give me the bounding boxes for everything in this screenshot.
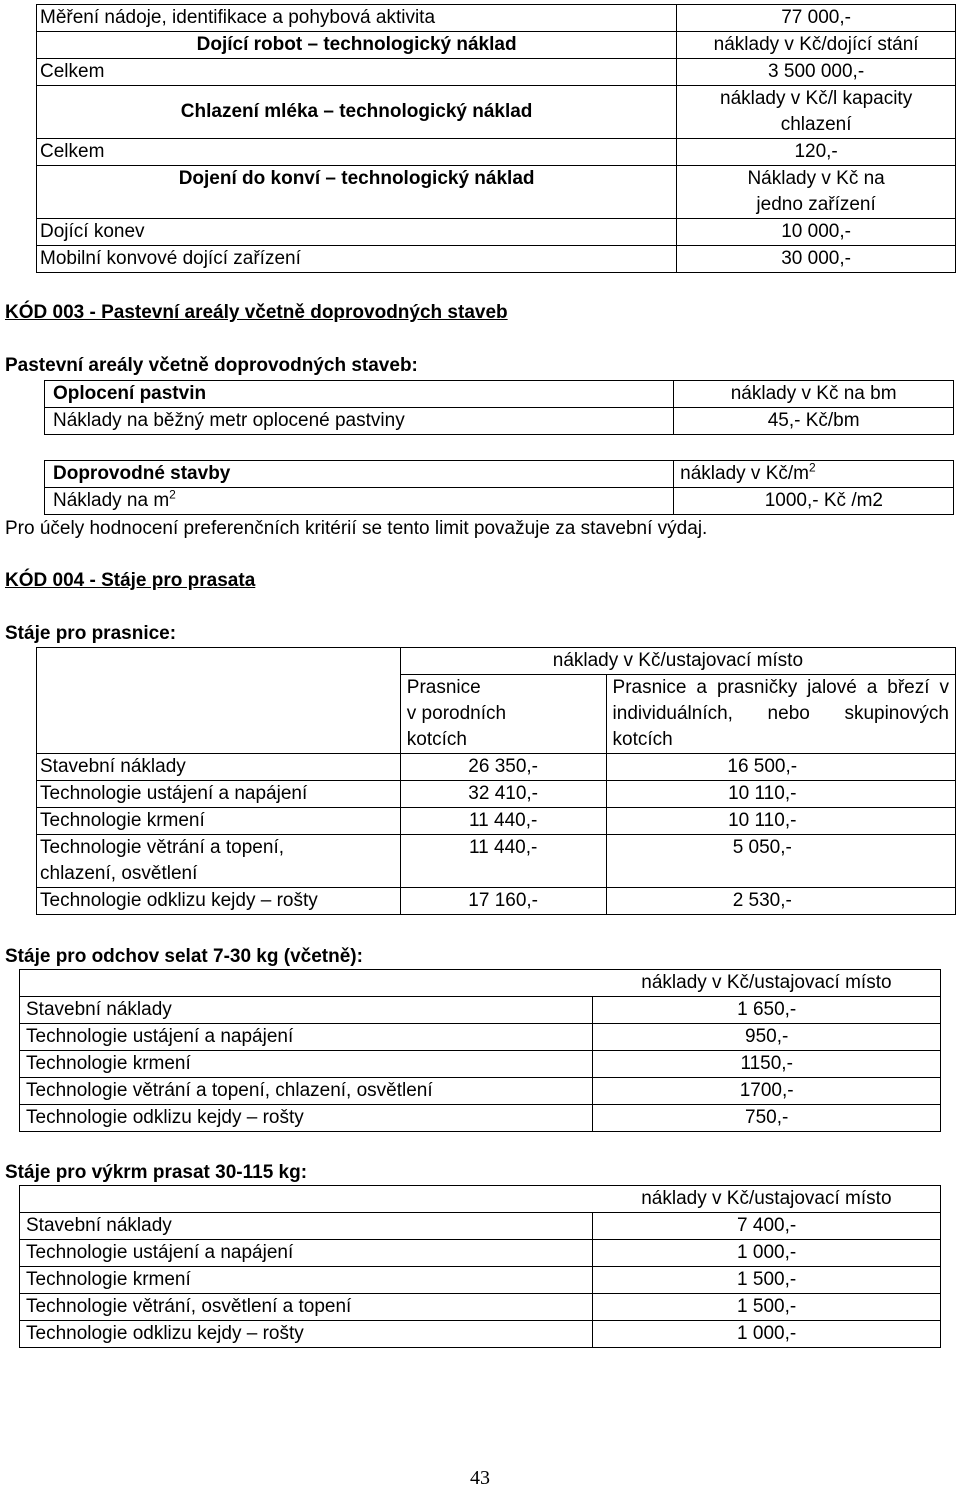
fence-unit: náklady v Kč na bm xyxy=(674,381,954,408)
unit-line-1: náklady v Kč/l kapacity xyxy=(720,88,913,109)
building-row-value: 1000,- Kč /m2 xyxy=(674,488,954,515)
weaners-title: Stáje pro odchov selat 7-30 kg (včetně): xyxy=(5,946,363,967)
weaners-unit-header: náklady v Kč/ustajovací místo xyxy=(593,970,941,997)
blank-header-cell xyxy=(20,1186,593,1213)
row-label-line-2: chlazení, osvětlení xyxy=(40,863,198,884)
row-label: Technologie větrání, osvětlení a topení xyxy=(20,1294,593,1321)
col1-line-3: kotcích xyxy=(406,729,467,750)
row-value: 1 500,- xyxy=(593,1294,941,1321)
row-value: 77 000,- xyxy=(677,5,956,32)
building-row-sup: 2 xyxy=(169,487,176,502)
row-value: 1 000,- xyxy=(593,1240,941,1267)
table-row xyxy=(37,219,956,246)
row-value: 1 500,- xyxy=(593,1267,941,1294)
sows-table xyxy=(36,647,956,915)
row-value: 1150,- xyxy=(593,1051,941,1078)
table-row xyxy=(20,1186,941,1213)
table-row xyxy=(20,1321,941,1348)
sows-unit-header: náklady v Kč/ustajovací místo xyxy=(400,648,955,675)
table-row xyxy=(45,408,954,435)
table-row xyxy=(20,1051,941,1078)
row-value: 7 400,- xyxy=(593,1213,941,1240)
building-label: Doprovodné stavby xyxy=(45,461,674,488)
table-row xyxy=(20,970,941,997)
row-value-2: 10 110,- xyxy=(606,781,955,808)
sows-col1-header xyxy=(400,675,606,754)
building-unit xyxy=(674,461,954,488)
row-label: Dojící konev xyxy=(37,219,677,246)
fattening-table xyxy=(19,1185,941,1348)
row-label: Měření nádoje, identifikace a pohybová aktivita xyxy=(37,5,677,32)
section-label: Dojící robot – technologický náklad xyxy=(37,32,677,59)
row-value: 1 000,- xyxy=(593,1321,941,1348)
row-value: 750,- xyxy=(593,1105,941,1132)
col1-line-1: Prasnice xyxy=(406,677,481,698)
row-label: Technologie větrání a topení, chlazení, osvětlení xyxy=(20,1078,593,1105)
row-value-1: 11 440,- xyxy=(400,835,606,888)
unit-line-2: chlazení xyxy=(780,114,852,135)
table-row xyxy=(37,86,956,139)
row-value: 3 500 000,- xyxy=(677,59,956,86)
row-label: Technologie krmení xyxy=(20,1051,593,1078)
table-row xyxy=(20,1294,941,1321)
table-row xyxy=(45,381,954,408)
row-value: 10 000,- xyxy=(677,219,956,246)
kod003-subheading: Pastevní areály včetně doprovodných staveb: xyxy=(5,355,418,376)
row-label: Stavební náklady xyxy=(20,997,593,1024)
blank-header-cell xyxy=(20,970,593,997)
row-unit xyxy=(677,86,956,139)
blank-header-cell xyxy=(37,648,401,754)
table-row xyxy=(20,1024,941,1051)
table-row xyxy=(37,59,956,86)
table-row xyxy=(37,5,956,32)
unit-line-2: jedno zařízení xyxy=(756,194,876,215)
building-unit-text: náklady v Kč/m xyxy=(680,463,809,484)
fence-table xyxy=(44,380,954,435)
row-label: Celkem xyxy=(37,139,677,166)
row-label: Technologie odklizu kejdy – rošty xyxy=(37,888,401,915)
row-label: Stavební náklady xyxy=(37,754,401,781)
kod003-note: Pro účely hodnocení preferenčních kritérií se tento limit považuje za stavební výdaj. xyxy=(5,518,708,539)
kod004-heading: KÓD 004 - Stáje pro prasata xyxy=(5,570,256,591)
section-label: Chlazení mléka – technologický náklad xyxy=(37,86,677,139)
table-row xyxy=(37,648,956,675)
fattening-unit-header: náklady v Kč/ustajovací místo xyxy=(593,1186,941,1213)
fence-row-label: Náklady na běžný metr oplocené pastviny xyxy=(45,408,674,435)
row-label: Technologie ustájení a napájení xyxy=(20,1024,593,1051)
row-label: Technologie krmení xyxy=(20,1267,593,1294)
row-value-1: 17 160,- xyxy=(400,888,606,915)
row-label: Technologie odklizu kejdy – rošty xyxy=(20,1321,593,1348)
row-label xyxy=(37,835,401,888)
table-row xyxy=(37,888,956,915)
page-number: 43 xyxy=(470,1467,490,1489)
row-unit xyxy=(677,166,956,219)
col1-line-2: v porodních xyxy=(406,703,507,724)
table-row xyxy=(37,32,956,59)
row-value: 950,- xyxy=(593,1024,941,1051)
row-label: Mobilní konvové dojící zařízení xyxy=(37,246,677,273)
row-value: 30 000,- xyxy=(677,246,956,273)
table-row xyxy=(37,139,956,166)
table-row xyxy=(20,1105,941,1132)
row-value: 1 650,- xyxy=(593,997,941,1024)
row-value-1: 32 410,- xyxy=(400,781,606,808)
table-row xyxy=(37,835,956,888)
row-label: Stavební náklady xyxy=(20,1213,593,1240)
row-label: Technologie odklizu kejdy – rošty xyxy=(20,1105,593,1132)
top-cost-table xyxy=(36,4,956,273)
table-row xyxy=(20,1267,941,1294)
weaners-table xyxy=(19,969,941,1132)
row-value-2: 2 530,- xyxy=(606,888,955,915)
building-unit-sup: 2 xyxy=(808,460,816,475)
row-value: 1700,- xyxy=(593,1078,941,1105)
sows-col2-header: Prasnice a prasničky jalové a březí v individuálních, nebo skupinových kotcích xyxy=(606,675,955,754)
row-label: Celkem xyxy=(37,59,677,86)
table-row xyxy=(20,1078,941,1105)
table-row xyxy=(45,461,954,488)
table-row xyxy=(37,781,956,808)
table-row xyxy=(20,997,941,1024)
row-unit: náklady v Kč/dojící stání xyxy=(677,32,956,59)
table-row xyxy=(37,754,956,781)
table-row xyxy=(37,246,956,273)
fence-row-value: 45,- Kč/bm xyxy=(674,408,954,435)
unit-line-1: Náklady v Kč na xyxy=(747,168,885,189)
row-value-1: 11 440,- xyxy=(400,808,606,835)
table-row xyxy=(37,166,956,219)
kod003-heading: KÓD 003 - Pastevní areály včetně doprovodných staveb xyxy=(5,302,508,323)
building-table xyxy=(44,460,954,515)
table-row xyxy=(37,808,956,835)
table-row xyxy=(20,1240,941,1267)
row-label: Technologie ustájení a napájení xyxy=(20,1240,593,1267)
table-row xyxy=(20,1213,941,1240)
row-label: Technologie krmení xyxy=(37,808,401,835)
row-value-2: 16 500,- xyxy=(606,754,955,781)
section-label: Dojení do konví – technologický náklad xyxy=(37,166,677,219)
row-value-2: 10 110,- xyxy=(606,808,955,835)
fence-label: Oplocení pastvin xyxy=(45,381,674,408)
row-label: Technologie ustájení a napájení xyxy=(37,781,401,808)
row-label-line-1: Technologie větrání a topení, xyxy=(40,837,285,858)
fattening-title: Stáje pro výkrm prasat 30-115 kg: xyxy=(5,1162,308,1183)
table-row xyxy=(45,488,954,515)
row-value-1: 26 350,- xyxy=(400,754,606,781)
building-row-label xyxy=(45,488,674,515)
sows-title: Stáje pro prasnice: xyxy=(5,623,177,644)
row-value: 120,- xyxy=(677,139,956,166)
building-row-text: Náklady na m xyxy=(53,490,170,511)
row-value-2: 5 050,- xyxy=(606,835,955,888)
